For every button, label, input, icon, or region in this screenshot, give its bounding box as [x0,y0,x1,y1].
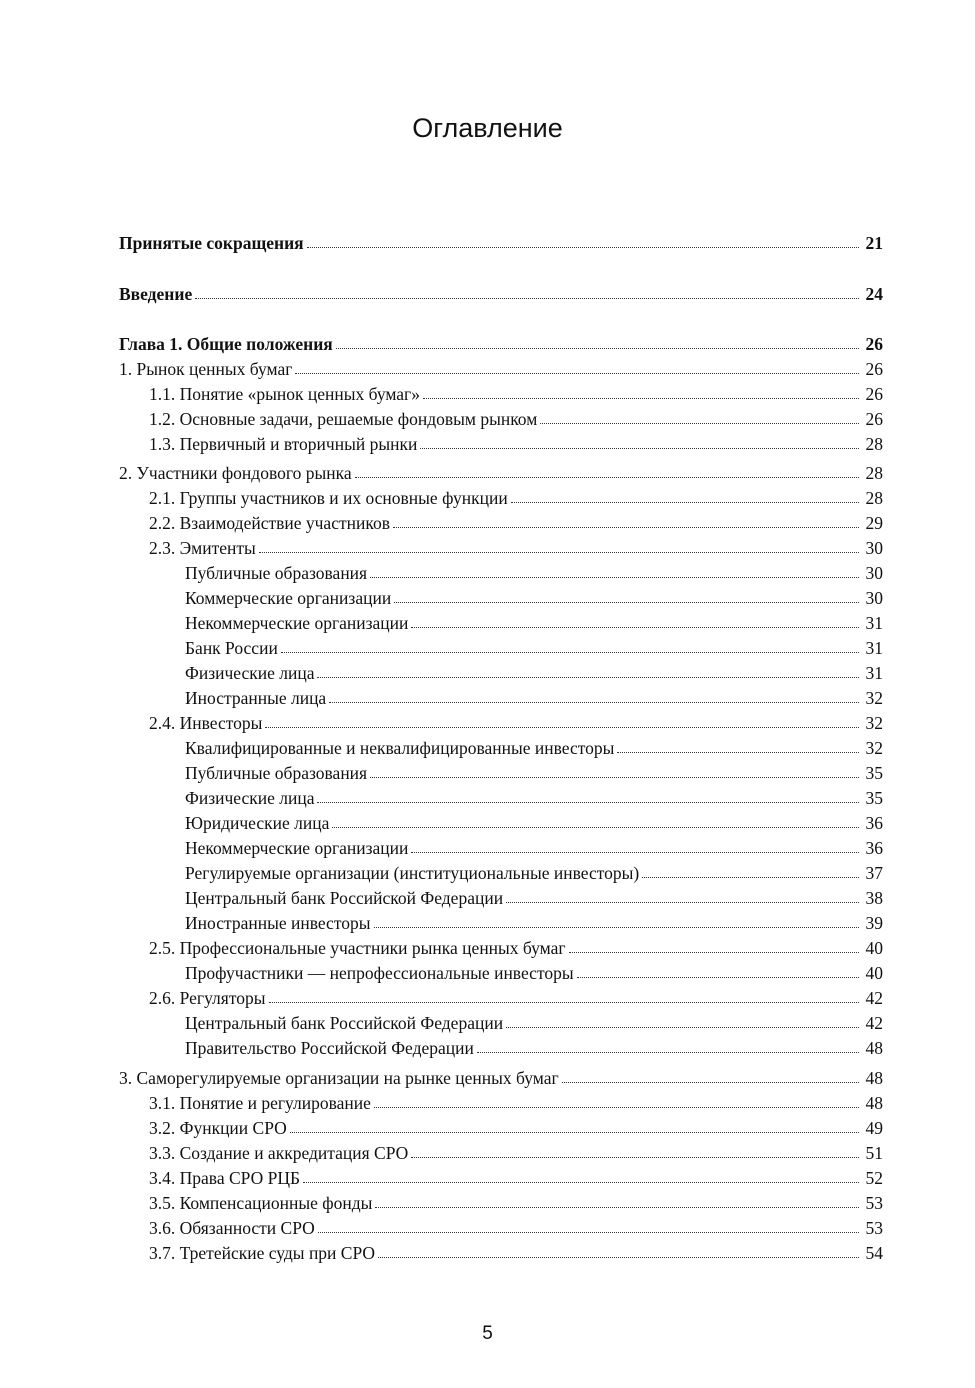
toc-entry-page: 35 [865,788,883,808]
toc-entry-page: 31 [865,663,883,683]
toc-entry[interactable] [119,332,883,357]
toc-entry-title: 3.4. Права СРО РЦБ [149,1168,301,1188]
toc-entry-title: 3.3. Создание и аккредитация СРО [149,1143,409,1163]
toc-entry[interactable] [119,711,883,736]
toc-entry[interactable] [119,1091,883,1116]
toc-entry-title: Правительство Российской Федерации [185,1038,474,1058]
toc-entry-page: 35 [865,763,883,783]
dot-leader [370,777,859,778]
toc-entry-title: 2.3. Эмитенты [149,538,256,558]
toc-entry-page: 28 [865,463,883,483]
toc-entry[interactable] [119,486,883,511]
toc-entry-title: Профучастники — непрофессиональные инвесторы [185,963,574,983]
toc-entry-page: 24 [865,284,883,304]
toc-entry[interactable] [119,936,883,961]
dot-leader [355,477,859,478]
dot-leader [329,702,859,703]
toc-entry[interactable] [119,761,883,786]
toc-entry-page: 36 [865,813,883,833]
toc-entry-title: Глава 1. Общие положения [119,334,333,354]
toc-entry[interactable] [119,1011,883,1036]
toc-entry[interactable] [119,736,883,761]
dot-leader [393,527,859,528]
dot-leader [506,1027,859,1028]
toc-entry-title: Центральный банк Российской Федерации [185,888,504,908]
toc-entry-title: Иностранные лица [185,688,327,708]
toc-entry-page: 31 [865,613,883,633]
toc-entry-title: Публичные образования [185,763,368,783]
dot-leader [290,1132,859,1133]
toc-entry-page: 32 [865,688,883,708]
toc-entry-title: Введение [119,284,193,304]
dot-leader [577,977,859,978]
toc-entry-page: 29 [865,513,883,533]
dot-leader [378,1257,859,1258]
page-number: 5 [482,1323,493,1344]
toc-entry-title: 3.2. Функции СРО [149,1118,287,1138]
dot-leader [265,727,859,728]
toc-entry-title: 3.1. Понятие и регулирование [149,1093,371,1113]
toc-entry[interactable] [119,636,883,661]
toc-entry-page: 49 [865,1118,883,1138]
toc-entry[interactable] [119,911,883,936]
toc-entry-title: Центральный банк Российской Федерации [185,1013,504,1033]
toc-entry[interactable] [119,961,883,986]
toc-entry[interactable] [119,686,883,711]
toc-entry-page: 26 [865,384,883,404]
dot-leader [411,852,859,853]
dot-leader [281,652,859,653]
toc-entry-page: 38 [865,888,883,908]
toc-entry[interactable] [119,357,883,382]
toc-entry-title: 2.6. Регуляторы [149,988,266,1008]
toc-entry-page: 21 [865,233,883,253]
toc-entry-title: Юридические лица [185,813,330,833]
toc-entry-page: 37 [865,863,883,883]
toc-entry-title: 3.6. Обязанности СРО [149,1218,315,1238]
toc-entry-page: 48 [865,1038,883,1058]
toc-entry-title: 3.7. Третейские суды при СРО [149,1243,376,1263]
dot-leader [569,952,859,953]
toc-entry-title: Некоммерческие организации [185,613,409,633]
toc-entry-title: 2.1. Группы участников и их основные функции [149,488,508,508]
dot-leader [307,247,859,248]
toc-entry-title: Банк России [185,638,278,658]
dot-leader [336,348,859,349]
toc-entry-title: Иностранные инвесторы [185,913,371,933]
toc-entry-page: 36 [865,838,883,858]
toc-entry-page: 32 [865,738,883,758]
toc-entry[interactable] [119,586,883,611]
toc-entry-page: 30 [865,538,883,558]
toc-entry-title: Квалифицированные и неквалифицированные инвесторы [185,738,615,758]
dot-leader [642,877,859,878]
toc-entry[interactable] [119,536,883,561]
toc-entry[interactable] [119,407,883,432]
toc-entry-page: 26 [865,409,883,429]
toc-entry[interactable] [119,231,883,256]
dot-leader [511,502,859,503]
dot-leader [332,827,859,828]
dot-leader [317,677,859,678]
toc-entry-page: 52 [865,1168,883,1188]
dot-leader [303,1182,859,1183]
dot-leader [318,1232,859,1233]
table-of-contents [119,231,883,1266]
dot-leader [411,627,859,628]
toc-entry-title: 3. Саморегулируемые организации на рынке ценных бумаг [119,1068,559,1088]
toc-entry-page: 30 [865,563,883,583]
toc-entry[interactable] [119,836,883,861]
toc-entry-title: Некоммерческие организации [185,838,409,858]
toc-entry[interactable] [119,1036,883,1061]
toc-entry[interactable] [119,811,883,836]
toc-entry-title: Коммерческие организации [185,588,392,608]
toc-entry-page: 42 [865,1013,883,1033]
toc-entry[interactable] [119,1116,883,1141]
toc-entry-title: 1.3. Первичный и вторичный рынки [149,434,418,454]
toc-entry-page: 53 [865,1193,883,1213]
toc-entry[interactable] [119,1191,883,1216]
toc-entry[interactable] [119,461,883,486]
toc-entry[interactable] [119,986,883,1011]
toc-entry-title: 2. Участники фондового рынка [119,463,352,483]
toc-entry[interactable] [119,1066,883,1091]
dot-leader [374,1107,859,1108]
dot-leader [295,373,859,374]
toc-entry[interactable] [119,886,883,911]
toc-entry-page: 40 [865,963,883,983]
toc-entry[interactable] [119,1241,883,1266]
toc-entry-page: 28 [865,488,883,508]
toc-entry[interactable] [119,382,883,407]
toc-entry[interactable] [119,432,883,457]
toc-entry-title: Регулируемые организации (институциональные инвесторы) [185,863,640,883]
toc-entry-title: 3.5. Компенсационные фонды [149,1193,373,1213]
toc-entry-page: 28 [865,434,883,454]
toc-entry[interactable] [119,561,883,586]
toc-entry-title: 2.4. Инвесторы [149,713,263,733]
toc-entry-title: 1.2. Основные задачи, решаемые фондовым рынком [149,409,538,429]
dot-leader [375,1207,859,1208]
toc-entry-page: 51 [865,1143,883,1163]
dot-leader [259,552,859,553]
toc-entry[interactable] [119,611,883,636]
dot-leader [420,448,859,449]
toc-entry-page: 31 [865,638,883,658]
dot-leader [411,1157,859,1158]
toc-entry-page: 53 [865,1218,883,1238]
dot-leader [374,927,859,928]
dot-leader [370,577,859,578]
toc-entry[interactable] [119,511,883,536]
toc-entry-title: Публичные образования [185,563,368,583]
toc-entry[interactable] [119,786,883,811]
dot-leader [394,602,859,603]
toc-entry[interactable] [119,1141,883,1166]
toc-entry-page: 39 [865,913,883,933]
toc-entry[interactable] [119,661,883,686]
toc-entry-page: 26 [865,359,883,379]
toc-entry-title: Принятые сокращения [119,233,304,253]
dot-leader [477,1052,859,1053]
toc-entry-page: 54 [865,1243,883,1263]
dot-leader [317,802,859,803]
dot-leader [506,902,859,903]
dot-leader [617,752,859,753]
dot-leader [423,398,859,399]
toc-entry-page: 40 [865,938,883,958]
toc-entry[interactable] [119,1166,883,1191]
toc-entry-page: 42 [865,988,883,1008]
dot-leader [540,423,859,424]
dot-leader [195,298,859,299]
toc-entry-title: Физические лица [185,663,315,683]
toc-entry-page: 48 [865,1093,883,1113]
toc-entry-title: 2.5. Профессиональные участники рынка ценных бумаг [149,938,566,958]
toc-entry-title: 2.2. Взаимодействие участников [149,513,390,533]
toc-entry[interactable] [119,1216,883,1241]
toc-entry-page: 32 [865,713,883,733]
toc-entry-title: Физические лица [185,788,315,808]
toc-entry-title: 1.1. Понятие «рынок ценных бумаг» [149,384,420,404]
toc-entry[interactable] [119,861,883,886]
dot-leader [269,1002,859,1003]
page-title: Оглавление [412,113,563,143]
toc-entry-page: 48 [865,1068,883,1088]
dot-leader [562,1082,859,1083]
toc-entry[interactable] [119,282,883,307]
toc-entry-title: 1. Рынок ценных бумаг [119,359,293,379]
toc-entry-page: 26 [865,334,883,354]
toc-entry-page: 30 [865,588,883,608]
